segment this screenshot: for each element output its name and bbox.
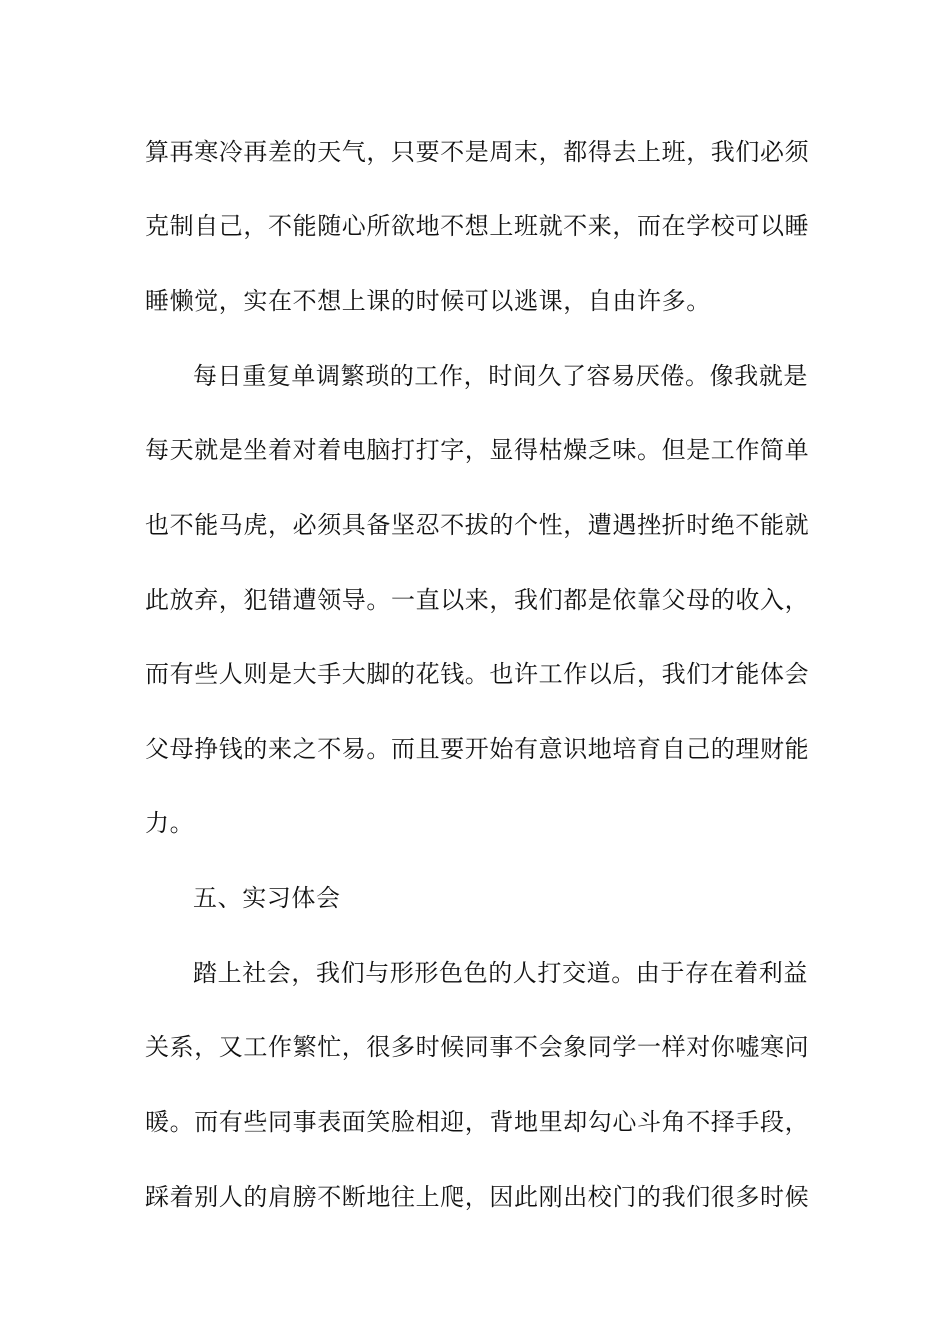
text-line: 算再寒冷再差的天气，只要不是周末，都得去上班，我们必须: [145, 138, 810, 166]
text-line: 每天就是坐着对着电脑打打字，显得枯燥乏味。但是工作简单: [145, 436, 810, 464]
text-line: 每日重复单调繁琐的工作，时间久了容易厌倦。像我就是: [193, 362, 808, 390]
text-line: 父母挣钱的来之不易。而且要开始有意识地培育自己的理财能: [145, 735, 810, 763]
text-line: 克制自己，不能随心所欲地不想上班就不来，而在学校可以睡: [145, 212, 810, 240]
section-heading: 五、实习体会: [193, 884, 341, 912]
text-line: 关系，又工作繁忙，很多时候同事不会象同学一样对你嘘寒问: [145, 1033, 810, 1061]
text-line: 也不能马虎，必须具备坚忍不拔的个性，遭遇挫折时绝不能就: [145, 511, 810, 539]
text-line: 睡懒觉，实在不想上课的时候可以逃课，自由许多。: [145, 287, 711, 315]
text-line: 而有些人则是大手大脚的花钱。也许工作以后，我们才能体会: [145, 660, 810, 688]
text-line: 力。: [145, 809, 195, 837]
text-line: 此放弃，犯错遭领导。一直以来，我们都是依靠父母的收入，: [145, 586, 810, 614]
text-line: 暖。而有些同事表面笑脸相迎，背地里却勾心斗角不择手段，: [145, 1108, 810, 1136]
text-line: 踏上社会，我们与形形色色的人打交道。由于存在着利益: [193, 959, 808, 987]
text-line: 踩着别人的肩膀不断地往上爬，因此刚出校门的我们很多时候: [145, 1183, 810, 1211]
